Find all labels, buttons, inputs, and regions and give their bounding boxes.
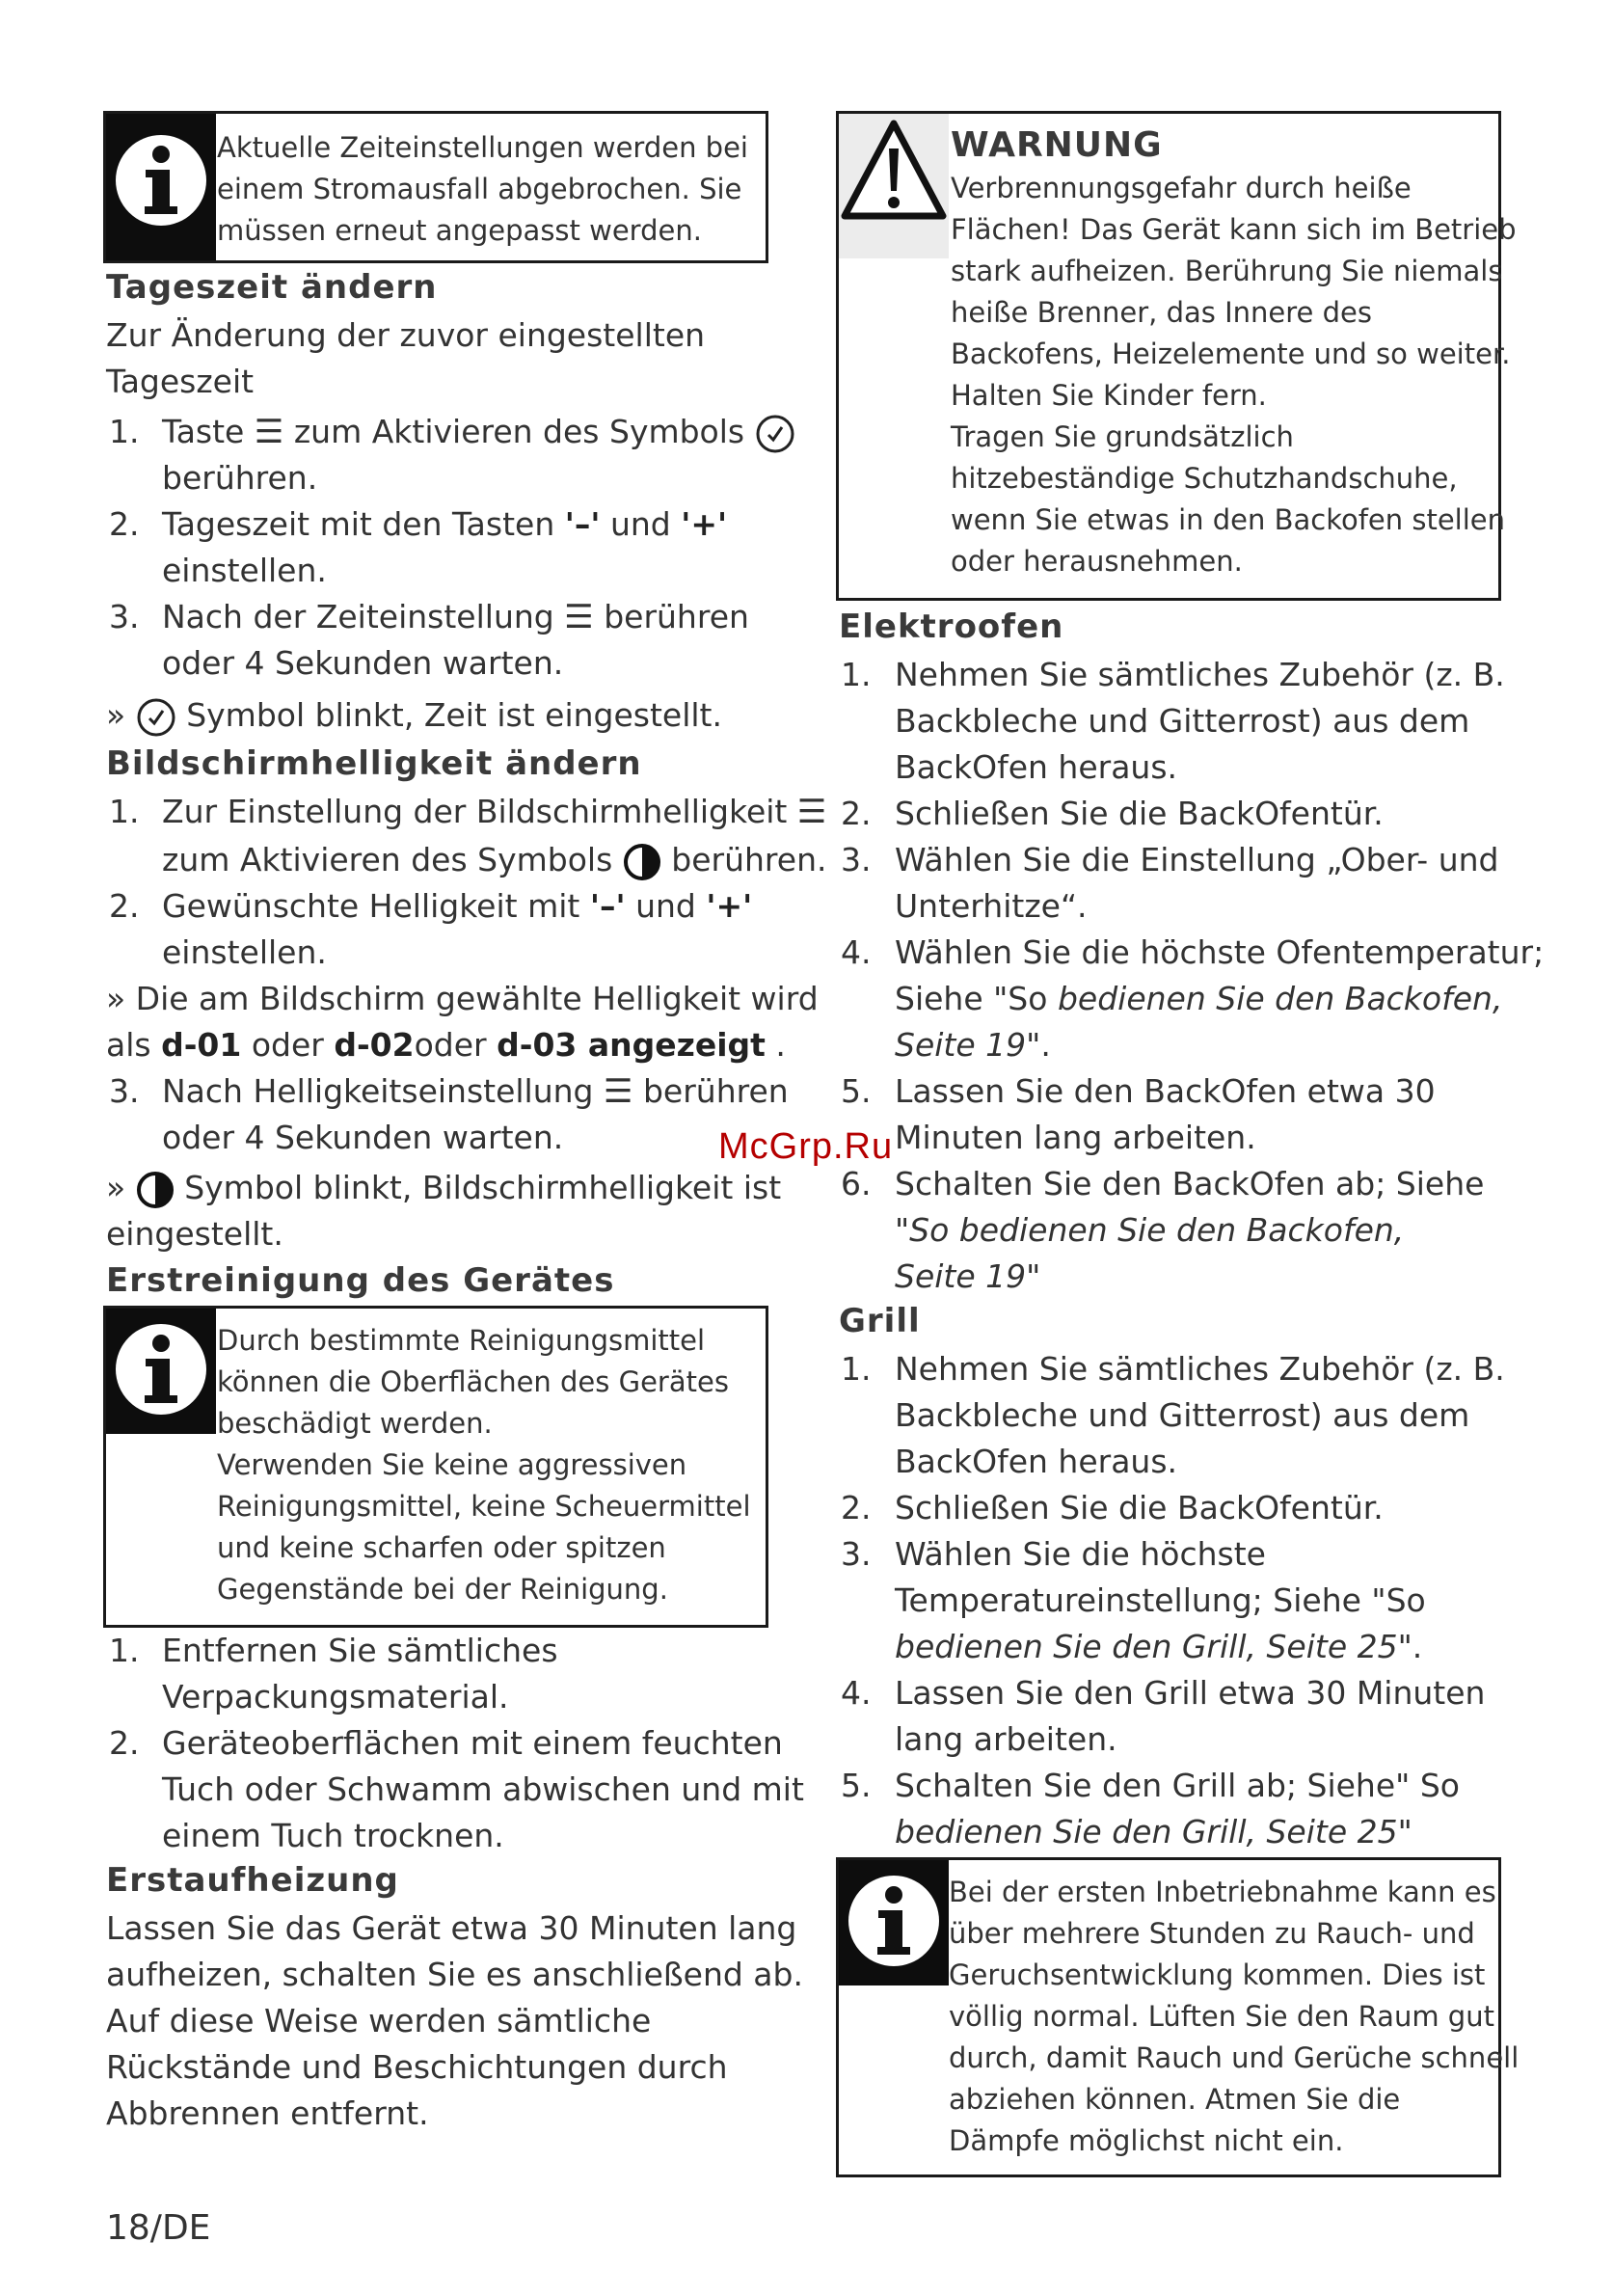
step-text: Schalten Sie den BackOfen ab; Siehe [895,1165,1485,1202]
info-text-line: über mehrere Stunden zu Rauch- und [949,1917,1475,1950]
step-text: Taste ☰ zum Aktivieren des Symbols [162,413,795,454]
info-icon [839,1860,949,1985]
info-note-power-failure [103,111,768,263]
step-number: 2. [109,505,140,543]
heading-helligkeit: Bildschirmhelligkeit ändern [106,744,642,783]
step-text: Zur Einstellung der Bildschirmhelligkeit ☰ [162,793,827,831]
step-text: Nehmen Sie sämtliches Zubehör (z. B. [895,656,1505,693]
paragraph-line: Rückstände und Beschichtungen durch [106,2048,728,2086]
info-text-line: Durch bestimmte Reinigungsmittel [217,1324,706,1357]
step-text: Schließen Sie die BackOfentür. [895,1489,1384,1526]
warning-text-line: wenn Sie etwas in den Backofen stellen [951,503,1506,536]
step-number: 6. [841,1165,872,1202]
step-text: Nach Helligkeitseinstellung ☰ berühren [162,1072,789,1111]
step-text-cont: oder 4 Sekunden warten. [162,644,564,682]
info-text-line: Bei der ersten Inbetriebnahme kann es [949,1876,1496,1908]
step-number: 3. [841,841,872,878]
step-text-cont: oder 4 Sekunden warten. [162,1119,564,1156]
paragraph-line: aufheizen, schalten Sie es anschließend ab. [106,1956,803,1993]
heading-erstaufheizung: Erstaufheizung [106,1861,399,1900]
step-number: 5. [841,1767,872,1804]
step-text-cont: BackOfen heraus. [895,748,1178,786]
result-line: » Die am Bildschirm gewählte Helligkeit wird [106,980,819,1017]
info-note-first-use [836,1857,1520,2177]
paragraph-line: Abbrennen entfernt. [106,2094,429,2132]
info-text-line: Geruchsentwicklung kommen. Dies ist [949,1958,1486,1991]
warning-icon [839,114,949,258]
step-text: Wählen Sie die höchste Ofentemperatur; [895,933,1545,971]
step-text-cont: einstellen. [162,933,327,971]
step-text-cont: Backbleche und Gitterrost) aus dem [895,1396,1470,1434]
step-number: 1. [841,656,872,693]
step-text: Lassen Sie den Grill etwa 30 Minuten [895,1674,1486,1712]
step-text-cont: Tuch oder Schwamm abwischen und mit [162,1770,804,1808]
step-number: 4. [841,1674,872,1712]
step-text-cont: "So bedienen Sie den Backofen, [895,1211,1405,1249]
step-text-cont: Backbleche und Gitterrost) aus dem [895,702,1470,740]
step-number: 1. [109,1632,140,1669]
warning-text-line: Halten Sie Kinder fern. [951,379,1267,412]
info-text-line: Aktuelle Zeiteinstellungen werden bei [217,131,748,164]
step-text-cont: Verpackungsmaterial. [162,1678,509,1715]
heading-erstreinigung: Erstreinigung des Gerätes [106,1261,615,1300]
step-text: Nehmen Sie sämtliches Zubehör (z. B. [895,1350,1505,1388]
step-text: Nach der Zeiteinstellung ☰ berühren [162,598,749,636]
step-text: Schalten Sie den Grill ab; Siehe" So [895,1767,1460,1804]
brightness-icon [136,1171,175,1209]
step-number: 3. [109,598,140,635]
info-text-line: durch, damit Rauch und Gerüche schnell [949,2041,1520,2074]
step-text-cont: einstellen. [162,552,327,589]
step-text-cont: Unterhitze“. [895,887,1088,925]
menu-icon: ☰ [254,413,284,451]
step-number: 2. [109,1724,140,1762]
paragraph-line: Auf diese Weise werden sämtliche [106,2002,652,2039]
step-number: 3. [841,1535,872,1573]
info-text-line: einem Stromausfall abgebrochen. Sie [217,173,742,205]
page-number: 18/DE [106,2208,211,2248]
warning-text-line: Tragen Sie grundsätzlich [951,420,1294,453]
step-text: Gewünschte Helligkeit mit '–' und '+' [162,887,753,925]
step-text: Lassen Sie den BackOfen etwa 30 [895,1072,1436,1110]
step-text: Schließen Sie die BackOfentür. [895,795,1384,832]
intro-line: Zur Änderung der zuvor eingestellten [106,316,706,354]
result-line: » Symbol blinkt, Zeit ist eingestellt. [106,696,722,738]
heading-grill: Grill [839,1302,921,1340]
step-number: 1. [109,413,140,450]
step-text-cont: bedienen Sie den Grill, Seite 25". [895,1628,1423,1665]
step-text: Tageszeit mit den Tasten '–' und '+' [162,505,728,543]
warning-text-line: Flächen! Das Gerät kann sich im Betrieb [951,213,1517,246]
info-text-line: Reinigungsmittel, keine Scheuermittel [217,1490,751,1523]
step-text-cont: berühren. [162,459,318,497]
step-text-cont: Temperatureinstellung; Siehe "So [895,1581,1426,1619]
warning-text-line: oder herausnehmen. [951,545,1243,578]
step-number: 2. [109,887,140,925]
step-number: 5. [841,1072,872,1110]
brightness-icon [623,843,661,881]
clock-icon [755,414,795,454]
step-text: Wählen Sie die höchste [895,1535,1266,1573]
menu-icon: ☰ [796,793,827,831]
step-text-cont: bedienen Sie den Grill, Seite 25" [895,1813,1412,1850]
step-text-cont: Siehe "So bedienen Sie den Backofen, [895,980,1503,1017]
step-text: Wählen Sie die Einstellung „Ober- und [895,841,1499,878]
intro-line: Tageszeit [106,363,255,400]
step-text-cont: Seite 19". [895,1026,1051,1064]
info-text-line: Verwenden Sie keine aggressiven [217,1448,687,1481]
result-line: » Symbol blinkt, Bildschirmhelligkeit ist [106,1169,781,1209]
info-note-cleaning [103,1306,768,1628]
step-number: 4. [841,933,872,971]
heading-tageszeit: Tageszeit ändern [106,268,438,307]
info-text-line: beschädigt werden. [217,1407,493,1440]
heading-elektroofen: Elektroofen [839,608,1064,646]
watermark: McGrp.Ru [718,1126,894,1167]
clock-icon [136,697,176,738]
warning-text-line: Verbrennungsgefahr durch heiße [951,172,1412,204]
info-icon [106,1309,216,1434]
result-line-cont: eingestellt. [106,1215,283,1253]
warning-box [836,111,1517,601]
step-number: 3. [109,1072,140,1110]
warning-text-line: heiße Brenner, das Innere des [951,296,1372,329]
info-text-line: und keine scharfen oder spitzen [217,1531,666,1564]
menu-icon: ☰ [564,598,594,636]
step-text-cont: Seite 19" [895,1257,1041,1295]
menu-icon: ☰ [604,1072,633,1111]
info-text-line: Gegenstände bei der Reinigung. [217,1573,668,1606]
info-text-line: Dämpfe möglichst nicht ein. [949,2124,1344,2157]
step-text-cont: lang arbeiten. [895,1720,1117,1758]
info-text-line: völlig normal. Lüften Sie den Raum gut [949,2000,1494,2033]
warning-text-line: stark aufheizen. Berührung Sie niemals [951,255,1503,287]
step-text: Entfernen Sie sämtliches [162,1632,558,1669]
warning-text-line: hitzebeständige Schutzhandschuhe, [951,462,1458,495]
warning-text-line: Backofens, Heizelemente und so weiter. [951,338,1511,370]
warning-title: WARNUNG [951,125,1163,165]
result-line: als d-01 oder d-02oder d-03 angezeigt . [106,1026,786,1064]
step-text-cont: Minuten lang arbeiten. [895,1119,1256,1156]
step-number: 2. [841,795,872,832]
step-text-cont: BackOfen heraus. [895,1443,1178,1480]
info-text-line: können die Oberflächen des Gerätes [217,1365,729,1398]
step-number: 1. [109,793,140,830]
info-text-line: müssen erneut angepasst werden. [217,214,702,247]
info-text-line: abziehen können. Atmen Sie die [949,2083,1401,2116]
step-number: 2. [841,1489,872,1526]
paragraph-line: Lassen Sie das Gerät etwa 30 Minuten lang [106,1909,797,1947]
step-number: 1. [841,1350,872,1388]
info-icon [106,114,216,260]
step-text-cont: zum Aktivieren des Symbols berühren. [162,841,826,881]
step-text-cont: einem Tuch trocknen. [162,1817,504,1854]
step-text: Geräteoberflächen mit einem feuchten [162,1724,783,1762]
